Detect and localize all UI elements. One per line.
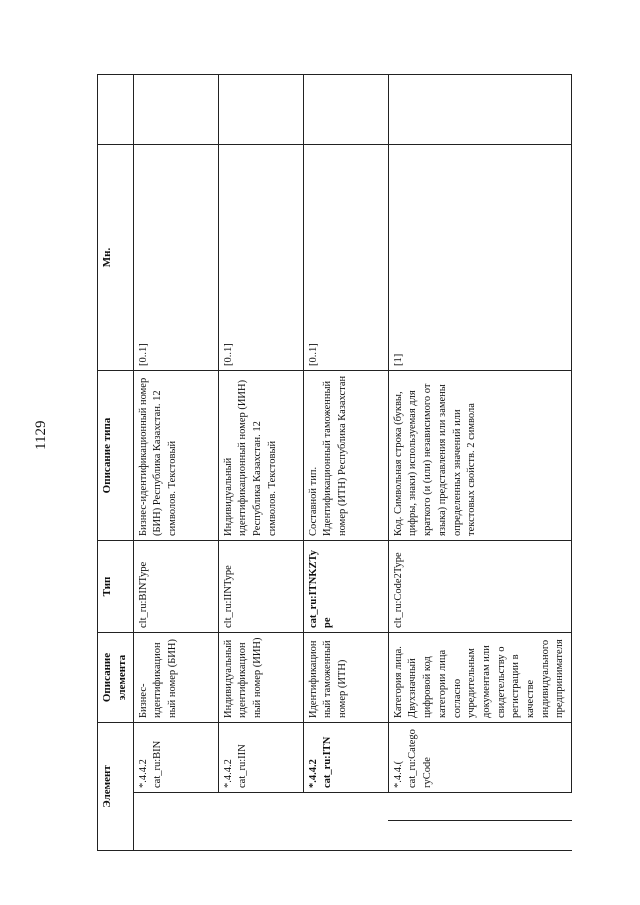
header-element-description: Описание элемента bbox=[98, 633, 134, 723]
header-type-description: Описание типа bbox=[98, 371, 134, 541]
table-row bbox=[218, 75, 303, 851]
table-header-row bbox=[98, 75, 134, 851]
header-element: Элемент bbox=[98, 723, 134, 851]
type-cell: cat_ru:ITNKZType bbox=[303, 541, 388, 633]
element-cell: *.4.4.2 cat_ru:IIN bbox=[218, 723, 303, 793]
element-cell: *.4.4.( cat_ru:CategoryCode bbox=[388, 723, 571, 793]
element-description-cell: Идентификационный таможенный номер (ИТН) bbox=[303, 633, 388, 723]
type-description-cell: Бизнес-идентификационный номер (БИН) Республика Казахстан. 12 символов. Текстовый bbox=[133, 371, 218, 541]
type-description-cell: Составной тип. Идентификационный таможенный номер (ИТН) Республика Казахстан bbox=[303, 371, 388, 541]
indent-cell bbox=[133, 793, 218, 851]
type-cell: clt_ru:Code2Type bbox=[388, 541, 571, 633]
element-description-cell: Бизнес-идентификационный номер (БИН) bbox=[133, 633, 218, 723]
table-row bbox=[388, 75, 571, 851]
header-extra bbox=[98, 75, 134, 145]
header-type: Тип bbox=[98, 541, 134, 633]
type-cell: clt_ru:IINType bbox=[218, 541, 303, 633]
element-cell: *.4.4.2 cat_ru:BIN bbox=[133, 723, 218, 793]
element-description-cell: Индивидуальный идентификационный номер (ИИН) bbox=[218, 633, 303, 723]
extra-cell bbox=[303, 75, 388, 145]
indent-cell bbox=[388, 821, 571, 851]
multiplicity-cell: [0..1] bbox=[218, 145, 303, 371]
extra-cell bbox=[133, 75, 218, 145]
multiplicity-cell: [1] bbox=[388, 145, 571, 371]
indent-cell bbox=[218, 793, 303, 851]
table-row bbox=[303, 75, 388, 851]
indent-cell bbox=[388, 793, 571, 821]
extra-cell bbox=[218, 75, 303, 145]
header-multiplicity: Мн. bbox=[98, 145, 134, 371]
element-cell: *.4.4.2 cat_ru:ITN bbox=[303, 723, 388, 793]
extra-cell bbox=[388, 75, 571, 145]
type-description-cell: Код. Символьная строка (буквы, цифры, знаки) используемая для краткого (и (или) независимого от языка) представления или замены определенных значений или текстовых свойств. 2 символа bbox=[388, 371, 571, 541]
multiplicity-cell: [0..1] bbox=[303, 145, 388, 371]
page-number: 1129 bbox=[33, 420, 49, 450]
spec-table bbox=[97, 74, 572, 851]
rotated-table-container bbox=[97, 75, 598, 851]
element-description-cell: Категория лица. Двухзначный цифровой код категории лица согласно учредительным документам или свидетельству о регистрации в качестве индивидуального предпринимателя bbox=[388, 633, 571, 723]
type-cell: clt_ru:BINType bbox=[133, 541, 218, 633]
table-row bbox=[133, 75, 218, 851]
multiplicity-cell: [0..1] bbox=[133, 145, 218, 371]
type-description-cell: Индивидуальный идентификационный номер (ИИН) Республика Казахстан. 12 символов. Текстовый bbox=[218, 371, 303, 541]
indent-cell bbox=[303, 793, 388, 851]
